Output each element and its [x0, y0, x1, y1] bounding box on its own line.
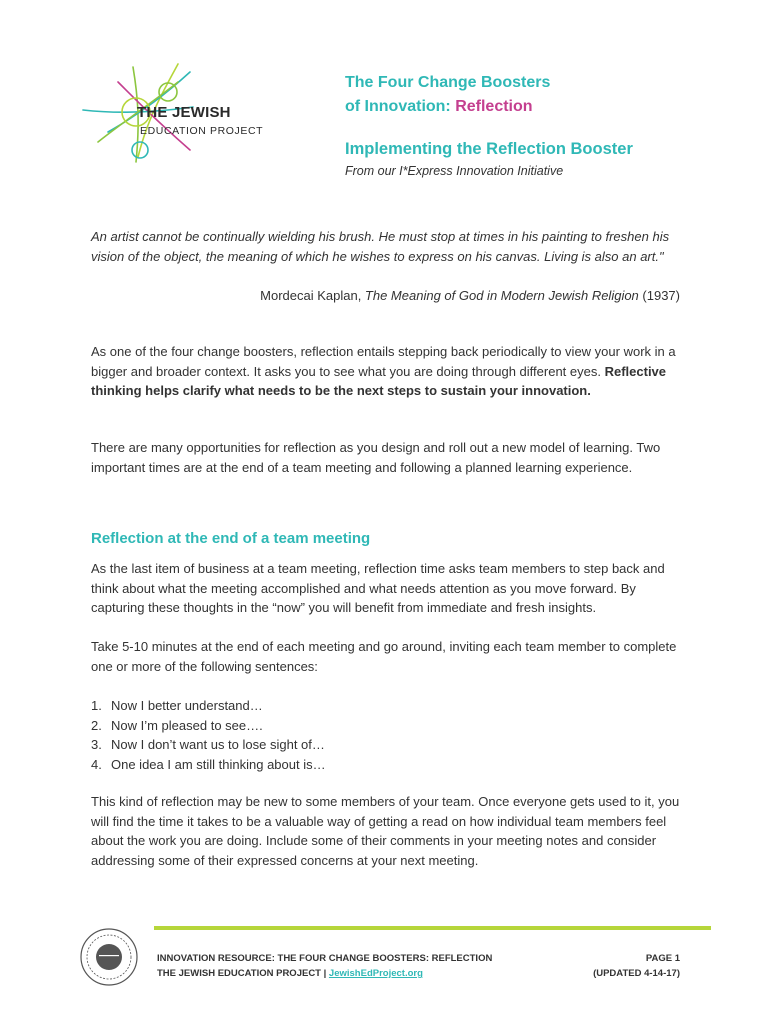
title-line2 — [345, 98, 533, 116]
anniversary-seal-icon — [79, 927, 139, 987]
footer-org-line — [157, 966, 492, 981]
footer-website-link[interactable]: JewishEdProject.org — [328, 968, 423, 979]
title-accent: Reflection — [455, 98, 533, 115]
list-item — [91, 696, 326, 716]
list-item-number: 4. — [91, 756, 102, 772]
section-heading: Reflection at the end of a team meeting — [91, 530, 371, 547]
footer-page-number: PAGE 1 — [645, 953, 680, 964]
intro-paragraph-2: There are many opportunities for reflection as you design and roll out a new model of learning. Two important times are at the end of a team meeting and following a planned learning experience. — [91, 440, 661, 475]
intro-p1-bold: Reflective thinking helps clarify what needs to be the next steps to sustain your innovation. — [91, 363, 667, 398]
footer-updated-date: (UPDATED 4-14-17) — [593, 968, 680, 979]
section-paragraph-2: Take 5-10 minutes at the end of each meeting and go around, inviting each team member to complete one or more of the following sentences: — [91, 639, 677, 674]
list-item-number: 2. — [91, 717, 102, 733]
footer-right — [540, 951, 680, 981]
list-item — [91, 716, 326, 736]
quote-book: The Meaning of God in Modern Jewish Religion — [364, 288, 639, 303]
list-item-text: Now I better understand… — [111, 698, 263, 713]
initiative-line: From our I*Express Innovation Initiative — [345, 164, 564, 178]
list-item-number: 3. — [91, 737, 102, 752]
reflection-sentence-list — [91, 696, 326, 774]
title-line1: The Four Change Boosters — [345, 74, 551, 91]
logo-text-line2: EDUCATION PROJECT — [140, 125, 264, 137]
title-prefix: of Innovation: — [345, 98, 456, 115]
intro-p1-text: As one of the four change boosters, reflection entails stepping back periodically to view your work in a bigger and broader context. It asks you to see what you are doing through different eyes. — [91, 344, 676, 379]
quote-attribution — [91, 286, 680, 306]
quote-text: An artist cannot be continually wielding his brush. He must stop at times in his painting to freshen his vision of the object, the meaning of which he wishes to express on his canvas. Living is also an art." — [91, 229, 670, 264]
footer-org: THE JEWISH EDUCATION PROJECT | — [157, 968, 329, 979]
footer-divider — [154, 926, 711, 930]
subtitle: Implementing the Reflection Booster — [345, 140, 633, 158]
list-item-text: Now I’m pleased to see…. — [111, 717, 263, 733]
section-paragraph-1: As the last item of business at a team meeting, reflection time asks team members to step back and think about what the meeting accomplished and what needs attention as you move forward. By capturing these thoughts in the “now” you will benefit from immediate and fresh insights. — [91, 561, 665, 615]
footer-left — [157, 951, 492, 981]
list-item-number: 1. — [91, 698, 102, 713]
quote-author: Mordecai Kaplan, — [260, 288, 365, 303]
quote-year: (1937) — [638, 288, 680, 303]
list-item — [91, 755, 326, 775]
list-item — [91, 735, 326, 755]
logo-text-line1: THE JEWISH — [137, 104, 231, 121]
intro-paragraph-1 — [91, 342, 691, 401]
list-item-text: Now I don’t want us to lose sight of… — [111, 737, 325, 752]
footer-resource: INNOVATION RESOURCE: THE FOUR CHANGE BOOSTERS: REFLECTION — [157, 953, 493, 964]
list-item-text: One idea I am still thinking about is… — [111, 756, 326, 772]
section-paragraph-3: This kind of reflection may be new to some members of your team. Once everyone gets used to it, you will find the time it takes to be a valuable way of getting a read on how individual team members feel about the work you are doing. Include some of their comments in your meeting notes and consider addressing some of their expressed concerns at your next meeting. — [91, 794, 680, 868]
